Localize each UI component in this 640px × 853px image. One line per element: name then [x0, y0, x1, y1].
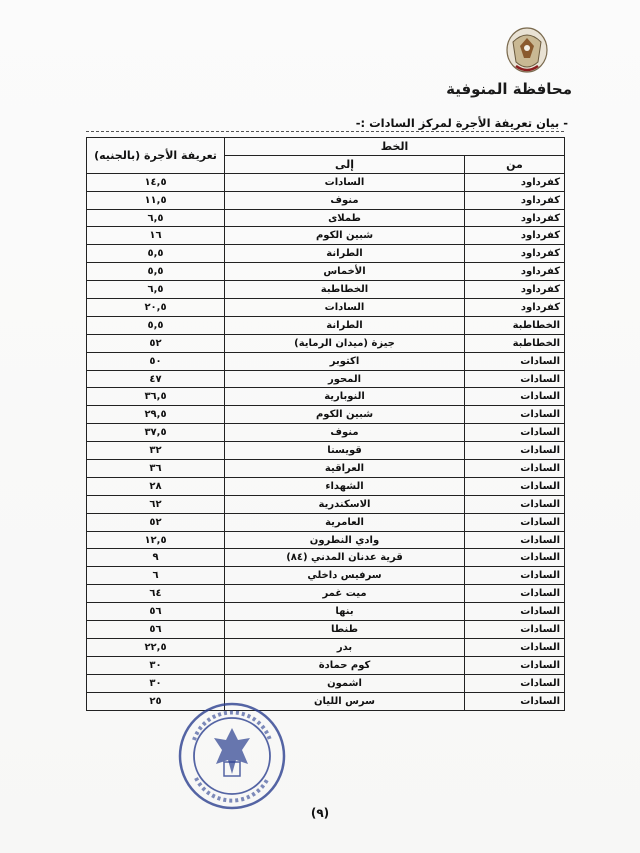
subtitle-rule — [86, 131, 564, 132]
table-row — [87, 621, 565, 639]
to-cell: كوم حمادة — [225, 656, 465, 674]
to-cell: سرس الليان — [225, 692, 465, 710]
fare-cell: ٢٩,٥ — [87, 406, 225, 424]
from-cell: السادات — [465, 442, 565, 460]
from-cell: السادات — [465, 370, 565, 388]
table-row — [87, 567, 565, 585]
from-cell: السادات — [465, 638, 565, 656]
fare-cell: ٣٦,٥ — [87, 388, 225, 406]
fare-cell: ٥٦ — [87, 621, 225, 639]
from-cell: السادات — [465, 674, 565, 692]
to-cell: المحور — [225, 370, 465, 388]
to-cell: ميت غمر — [225, 585, 465, 603]
table-row — [87, 603, 565, 621]
to-cell: العراقية — [225, 460, 465, 478]
table-row — [87, 460, 565, 478]
to-cell: منوف — [225, 424, 465, 442]
fare-cell: ٢٨ — [87, 477, 225, 495]
table-row — [87, 227, 565, 245]
from-cell: السادات — [465, 549, 565, 567]
fare-cell: ٣٠ — [87, 674, 225, 692]
to-cell: جيزة (ميدان الرماية) — [225, 334, 465, 352]
table-row — [87, 191, 565, 209]
from-cell: كفرداود — [465, 227, 565, 245]
table-row — [87, 495, 565, 513]
from-cell: السادات — [465, 585, 565, 603]
to-cell: الأخماس — [225, 263, 465, 281]
from-cell: كفرداود — [465, 191, 565, 209]
from-cell: كفرداود — [465, 299, 565, 317]
table-row — [87, 585, 565, 603]
fare-cell: ٢٥ — [87, 692, 225, 710]
from-cell: كفرداود — [465, 209, 565, 227]
to-cell: الاسكندرية — [225, 495, 465, 513]
to-cell: قرية عدنان المدني (٨٤) — [225, 549, 465, 567]
fare-cell: ٢٢,٥ — [87, 638, 225, 656]
table-row — [87, 656, 565, 674]
from-cell: السادات — [465, 656, 565, 674]
table-row — [87, 388, 565, 406]
table-header-row — [87, 138, 565, 156]
from-cell: الخطاطبة — [465, 334, 565, 352]
to-cell: شبين الكوم — [225, 227, 465, 245]
fare-cell: ٢٠,٥ — [87, 299, 225, 317]
to-cell: وادي النطرون — [225, 531, 465, 549]
fare-cell: ٥٢ — [87, 334, 225, 352]
to-cell: طملاى — [225, 209, 465, 227]
table-row — [87, 263, 565, 281]
to-cell: السادات — [225, 173, 465, 191]
fare-cell: ٦٤ — [87, 585, 225, 603]
fare-cell: ٦,٥ — [87, 209, 225, 227]
from-cell: السادات — [465, 477, 565, 495]
fare-cell: ٥٢ — [87, 513, 225, 531]
table-row — [87, 513, 565, 531]
fare-header: تعريفة الأجرة (بالجنيه) — [87, 138, 225, 174]
from-cell: السادات — [465, 352, 565, 370]
from-cell: كفرداود — [465, 173, 565, 191]
to-cell: العامرية — [225, 513, 465, 531]
from-cell: السادات — [465, 603, 565, 621]
fare-cell: ١٢,٥ — [87, 531, 225, 549]
table-row — [87, 549, 565, 567]
table-row — [87, 299, 565, 317]
fare-cell: ٦ — [87, 567, 225, 585]
fare-cell: ٣٠ — [87, 656, 225, 674]
fare-cell: ٤٧ — [87, 370, 225, 388]
fare-cell: ١١,٥ — [87, 191, 225, 209]
line-header: الخط — [225, 138, 565, 156]
fare-cell: ٦٢ — [87, 495, 225, 513]
from-cell: السادات — [465, 388, 565, 406]
fare-cell: ٥,٥ — [87, 263, 225, 281]
from-cell: السادات — [465, 531, 565, 549]
to-cell: طنطا — [225, 621, 465, 639]
table-row — [87, 334, 565, 352]
fare-cell: ٦,٥ — [87, 281, 225, 299]
fare-list-subtitle: - بيان تعريفة الأجرة لمركز السادات :- — [355, 116, 568, 130]
fare-cell: ٥,٥ — [87, 316, 225, 334]
fare-cell: ٣٢ — [87, 442, 225, 460]
fare-cell: ١٤,٥ — [87, 173, 225, 191]
fare-cell: ٩ — [87, 549, 225, 567]
table-row — [87, 281, 565, 299]
to-cell: الشهداء — [225, 477, 465, 495]
official-eagle-stamp-icon — [176, 700, 288, 812]
fare-table — [86, 137, 565, 711]
table-row — [87, 209, 565, 227]
to-cell: منوف — [225, 191, 465, 209]
fare-cell: ٣٦ — [87, 460, 225, 478]
to-cell: سرفيس داخلي — [225, 567, 465, 585]
from-cell: السادات — [465, 513, 565, 531]
from-cell: كفرداود — [465, 281, 565, 299]
governorate-title: محافظة المنوفية — [446, 80, 572, 98]
table-row — [87, 674, 565, 692]
from-cell: السادات — [465, 495, 565, 513]
to-header: إلى — [225, 155, 465, 173]
table-row — [87, 173, 565, 191]
fare-cell: ١٦ — [87, 227, 225, 245]
page-number: (٩) — [310, 806, 330, 820]
to-cell: السادات — [225, 299, 465, 317]
fare-cell: ٥,٥ — [87, 245, 225, 263]
to-cell: النوبارية — [225, 388, 465, 406]
table-row — [87, 531, 565, 549]
to-cell: اكتوبر — [225, 352, 465, 370]
fare-cell: ٥٠ — [87, 352, 225, 370]
to-cell: الخطاطبة — [225, 281, 465, 299]
table-row — [87, 424, 565, 442]
to-cell: الطرانة — [225, 316, 465, 334]
fare-cell: ٣٧,٥ — [87, 424, 225, 442]
to-cell: الطرانة — [225, 245, 465, 263]
governorate-emblem-icon — [500, 22, 554, 78]
from-cell: السادات — [465, 692, 565, 710]
table-row — [87, 477, 565, 495]
to-cell: قويسنا — [225, 442, 465, 460]
to-cell: اشمون — [225, 674, 465, 692]
from-cell: الخطاطبة — [465, 316, 565, 334]
from-cell: السادات — [465, 424, 565, 442]
table-row — [87, 370, 565, 388]
table-row — [87, 316, 565, 334]
table-row — [87, 442, 565, 460]
to-cell: بدر — [225, 638, 465, 656]
from-cell: السادات — [465, 567, 565, 585]
to-cell: شبين الكوم — [225, 406, 465, 424]
table-row — [87, 245, 565, 263]
from-header: من — [465, 155, 565, 173]
from-cell: السادات — [465, 406, 565, 424]
from-cell: كفرداود — [465, 263, 565, 281]
from-cell: كفرداود — [465, 245, 565, 263]
table-row — [87, 692, 565, 710]
from-cell: السادات — [465, 621, 565, 639]
from-cell: السادات — [465, 460, 565, 478]
to-cell: بنها — [225, 603, 465, 621]
table-row — [87, 638, 565, 656]
fare-table-body — [87, 173, 565, 710]
fare-cell: ٥٦ — [87, 603, 225, 621]
table-row — [87, 406, 565, 424]
table-row — [87, 352, 565, 370]
